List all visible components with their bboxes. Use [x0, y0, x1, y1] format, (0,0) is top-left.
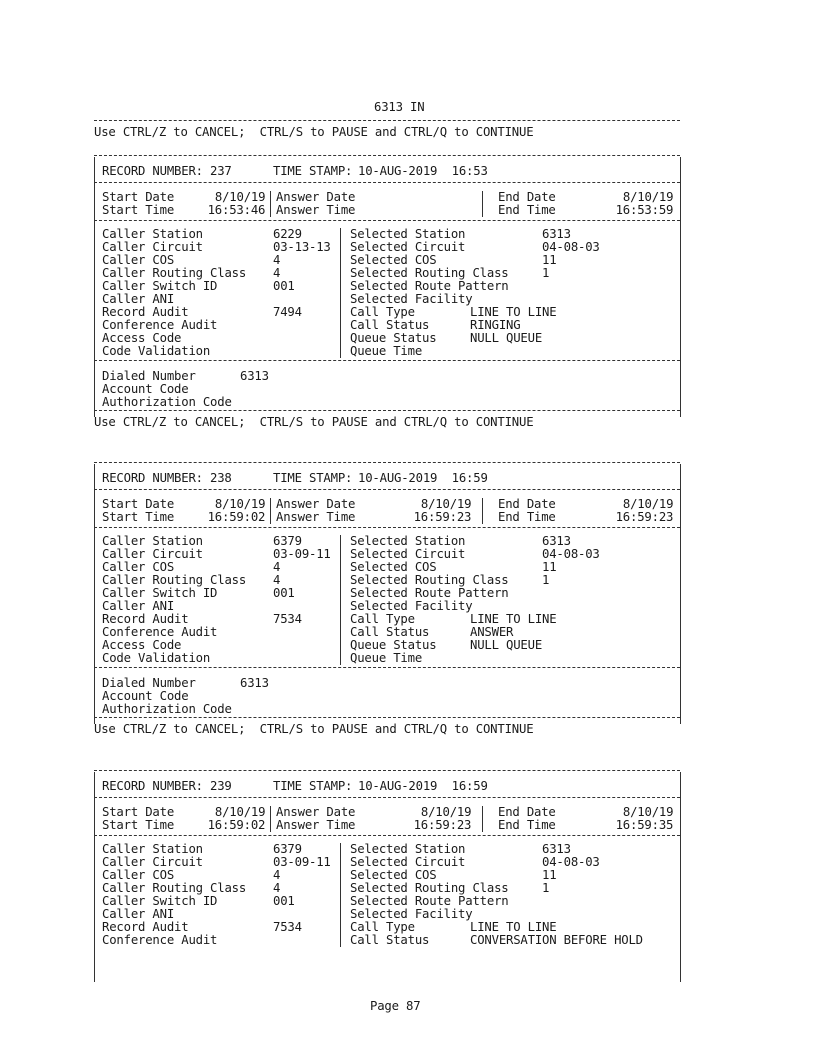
- queue-time-label: Queue Time: [350, 344, 423, 358]
- record-audit: 7534: [273, 920, 302, 934]
- answer-time-label: Answer Time: [276, 203, 356, 217]
- caller-circuit-label: Caller Circuit: [102, 240, 203, 254]
- divider: [94, 667, 680, 668]
- cancel-prompt: Use CTRL/Z to CANCEL; CTRL/S to PAUSE and CTRL/Q to CONTINUE: [94, 722, 534, 736]
- end-date: 8/10/19: [622, 190, 674, 204]
- answer-time-label: Answer Time: [276, 818, 356, 832]
- record-number: 237: [210, 164, 232, 178]
- answer-date: 8/10/19: [420, 805, 472, 819]
- caller-cos: 4: [273, 868, 281, 882]
- queue-status-label: Queue Status: [350, 331, 437, 345]
- border-bar: [482, 191, 483, 217]
- selected-routing-class: 1: [542, 881, 550, 895]
- caller-station-label: Caller Station: [102, 534, 203, 548]
- caller-routing-class-label: Caller Routing Class: [102, 573, 247, 587]
- end-time: 16:59:35: [615, 818, 674, 832]
- divider: [94, 155, 680, 156]
- caller-cos-label: Caller COS: [102, 868, 175, 882]
- cancel-prompt: Use CTRL/Z to CANCEL; CTRL/S to PAUSE and CTRL/Q to CONTINUE: [94, 125, 534, 139]
- answer-date-label: Answer Date: [276, 497, 356, 511]
- answer-date-label: Answer Date: [276, 805, 356, 819]
- caller-switch-id: 001: [273, 894, 295, 908]
- caller-circuit: 03-13-13: [273, 240, 331, 254]
- selected-route-pattern-label: Selected Route Pattern: [350, 586, 509, 600]
- caller-circuit-label: Caller Circuit: [102, 855, 203, 869]
- caller-switch-id: 001: [273, 586, 295, 600]
- call-type: LINE TO LINE: [470, 920, 557, 934]
- border-bar: [680, 464, 681, 724]
- selected-circuit: 04-08-03: [542, 240, 600, 254]
- border-bar: [94, 157, 95, 417]
- selected-route-pattern-label: Selected Route Pattern: [350, 894, 509, 908]
- divider: [94, 220, 680, 221]
- record-number-label: RECORD NUMBER:: [102, 471, 203, 485]
- selected-routing-class-label: Selected Routing Class: [350, 266, 509, 280]
- access-code-label: Access Code: [102, 331, 182, 345]
- answer-time: 16:59:23: [413, 818, 472, 832]
- caller-circuit: 03-09-11: [273, 547, 331, 561]
- record-audit: 7494: [273, 305, 302, 319]
- divider: [94, 835, 680, 836]
- caller-ani-label: Caller ANI: [102, 907, 175, 921]
- selected-circuit: 04-08-03: [542, 855, 600, 869]
- conference-audit-label: Conference Audit: [102, 318, 218, 332]
- cancel-prompt: Use CTRL/Z to CANCEL; CTRL/S to PAUSE and CTRL/Q to CONTINUE: [94, 415, 534, 429]
- selected-station-label: Selected Station: [350, 842, 466, 856]
- authorization-code-label: Authorization Code: [102, 395, 232, 409]
- caller-cos-label: Caller COS: [102, 560, 175, 574]
- caller-circuit-label: Caller Circuit: [102, 547, 203, 561]
- call-type: LINE TO LINE: [470, 305, 557, 319]
- start-time-label: Start Time: [102, 510, 175, 524]
- selected-station: 6313: [542, 534, 571, 548]
- selected-station-label: Selected Station: [350, 534, 466, 548]
- caller-cos: 4: [273, 253, 281, 267]
- end-date-label: End Date: [498, 805, 556, 819]
- selected-facility-label: Selected Facility: [350, 907, 473, 921]
- caller-station: 6229: [273, 227, 302, 241]
- answer-time-label: Answer Time: [276, 510, 356, 524]
- selected-cos-label: Selected COS: [350, 253, 437, 267]
- selected-facility-label: Selected Facility: [350, 292, 473, 306]
- selected-station-label: Selected Station: [350, 227, 466, 241]
- record-audit-label: Record Audit: [102, 920, 189, 934]
- time-stamp: 10-AUG-2019 16:53: [358, 164, 488, 178]
- end-date: 8/10/19: [622, 805, 674, 819]
- divider: [94, 797, 680, 798]
- call-status: ANSWER: [470, 625, 514, 639]
- border-bar: [680, 772, 681, 982]
- border-bar: [270, 806, 271, 832]
- queue-status-label: Queue Status: [350, 638, 437, 652]
- caller-station: 6379: [273, 842, 302, 856]
- caller-switch-id-label: Caller Switch ID: [102, 279, 218, 293]
- border-bar: [340, 535, 341, 665]
- caller-routing-class-label: Caller Routing Class: [102, 266, 247, 280]
- conference-audit-label: Conference Audit: [102, 625, 218, 639]
- record-number-label: RECORD NUMBER:: [102, 779, 203, 793]
- time-stamp: 10-AUG-2019 16:59: [358, 779, 488, 793]
- divider: [94, 182, 680, 183]
- caller-ani-label: Caller ANI: [102, 292, 175, 306]
- end-time: 16:53:59: [615, 203, 674, 217]
- border-bar: [680, 157, 681, 417]
- selected-cos-label: Selected COS: [350, 560, 437, 574]
- dialed-number-label: Dialed Number: [102, 676, 196, 690]
- time-stamp-label: TIME STAMP:: [273, 164, 353, 178]
- selected-circuit-label: Selected Circuit: [350, 240, 466, 254]
- conference-audit-label: Conference Audit: [102, 933, 218, 947]
- caller-switch-id: 001: [273, 279, 295, 293]
- selected-facility-label: Selected Facility: [350, 599, 473, 613]
- border-bar: [482, 498, 483, 524]
- start-date: 8/10/19: [214, 497, 266, 511]
- end-time-label: End Time: [498, 818, 556, 832]
- end-time-label: End Time: [498, 203, 556, 217]
- caller-station-label: Caller Station: [102, 842, 203, 856]
- start-time: 16:53:46: [207, 203, 266, 217]
- dialed-number-label: Dialed Number: [102, 369, 196, 383]
- caller-station-label: Caller Station: [102, 227, 203, 241]
- start-time: 16:59:02: [207, 510, 266, 524]
- start-date: 8/10/19: [214, 190, 266, 204]
- authorization-code-label: Authorization Code: [102, 702, 232, 716]
- caller-cos: 4: [273, 560, 281, 574]
- selected-circuit: 04-08-03: [542, 547, 600, 561]
- caller-switch-id-label: Caller Switch ID: [102, 894, 218, 908]
- border-bar: [94, 464, 95, 724]
- start-time-label: Start Time: [102, 818, 175, 832]
- answer-time: 16:59:23: [413, 510, 472, 524]
- start-time-label: Start Time: [102, 203, 175, 217]
- caller-routing-class: 4: [273, 266, 281, 280]
- code-validation-label: Code Validation: [102, 344, 211, 358]
- page-number: Page 87: [370, 999, 421, 1013]
- queue-time-label: Queue Time: [350, 651, 423, 665]
- call-status-label: Call Status: [350, 933, 430, 947]
- account-code-label: Account Code: [102, 382, 189, 396]
- record-number: 238: [210, 471, 232, 485]
- border-bar: [340, 843, 341, 947]
- page-title: 6313 IN: [374, 100, 425, 114]
- end-time: 16:59:23: [615, 510, 674, 524]
- call-type: LINE TO LINE: [470, 612, 557, 626]
- caller-switch-id-label: Caller Switch ID: [102, 586, 218, 600]
- call-status: CONVERSATION BEFORE HOLD: [470, 933, 643, 947]
- border-bar: [482, 806, 483, 832]
- divider: [94, 770, 680, 771]
- start-date: 8/10/19: [214, 805, 266, 819]
- selected-route-pattern-label: Selected Route Pattern: [350, 279, 509, 293]
- time-stamp-label: TIME STAMP:: [273, 779, 353, 793]
- selected-cos: 11: [542, 560, 557, 574]
- divider: [94, 717, 680, 718]
- call-status: RINGING: [470, 318, 521, 332]
- caller-circuit: 03-09-11: [273, 855, 331, 869]
- record-number: 239: [210, 779, 232, 793]
- border-bar: [270, 498, 271, 524]
- call-status-label: Call Status: [350, 318, 430, 332]
- selected-station: 6313: [542, 227, 571, 241]
- end-date-label: End Date: [498, 190, 556, 204]
- start-date-label: Start Date: [102, 805, 175, 819]
- time-stamp: 10-AUG-2019 16:59: [358, 471, 488, 485]
- end-time-label: End Time: [498, 510, 556, 524]
- answer-date-label: Answer Date: [276, 190, 356, 204]
- selected-routing-class: 1: [542, 573, 550, 587]
- selected-routing-class: 1: [542, 266, 550, 280]
- caller-station: 6379: [273, 534, 302, 548]
- queue-status: NULL QUEUE: [470, 331, 543, 345]
- selected-circuit-label: Selected Circuit: [350, 855, 466, 869]
- selected-routing-class-label: Selected Routing Class: [350, 881, 509, 895]
- start-date-label: Start Date: [102, 190, 175, 204]
- border-bar: [270, 191, 271, 217]
- call-type-label: Call Type: [350, 612, 415, 626]
- record-audit: 7534: [273, 612, 302, 626]
- dialed-number: 6313: [240, 676, 269, 690]
- border-bar: [94, 772, 95, 982]
- end-date-label: End Date: [498, 497, 556, 511]
- answer-date: 8/10/19: [420, 497, 472, 511]
- start-time: 16:59:02: [207, 818, 266, 832]
- code-validation-label: Code Validation: [102, 651, 211, 665]
- record-audit-label: Record Audit: [102, 612, 189, 626]
- selected-cos: 11: [542, 253, 557, 267]
- divider: [94, 462, 680, 463]
- caller-routing-class: 4: [273, 881, 281, 895]
- end-date: 8/10/19: [622, 497, 674, 511]
- queue-status: NULL QUEUE: [470, 638, 543, 652]
- divider: [94, 120, 680, 121]
- caller-routing-class: 4: [273, 573, 281, 587]
- call-type-label: Call Type: [350, 305, 415, 319]
- selected-station: 6313: [542, 842, 571, 856]
- start-date-label: Start Date: [102, 497, 175, 511]
- time-stamp-label: TIME STAMP:: [273, 471, 353, 485]
- caller-routing-class-label: Caller Routing Class: [102, 881, 247, 895]
- selected-cos-label: Selected COS: [350, 868, 437, 882]
- record-audit-label: Record Audit: [102, 305, 189, 319]
- selected-cos: 11: [542, 868, 557, 882]
- divider: [94, 489, 680, 490]
- dialed-number: 6313: [240, 369, 269, 383]
- caller-cos-label: Caller COS: [102, 253, 175, 267]
- caller-ani-label: Caller ANI: [102, 599, 175, 613]
- divider: [94, 360, 680, 361]
- divider: [94, 410, 680, 411]
- call-status-label: Call Status: [350, 625, 430, 639]
- selected-routing-class-label: Selected Routing Class: [350, 573, 509, 587]
- divider: [94, 527, 680, 528]
- call-type-label: Call Type: [350, 920, 415, 934]
- selected-circuit-label: Selected Circuit: [350, 547, 466, 561]
- border-bar: [340, 228, 341, 358]
- account-code-label: Account Code: [102, 689, 189, 703]
- record-number-label: RECORD NUMBER:: [102, 164, 203, 178]
- access-code-label: Access Code: [102, 638, 182, 652]
